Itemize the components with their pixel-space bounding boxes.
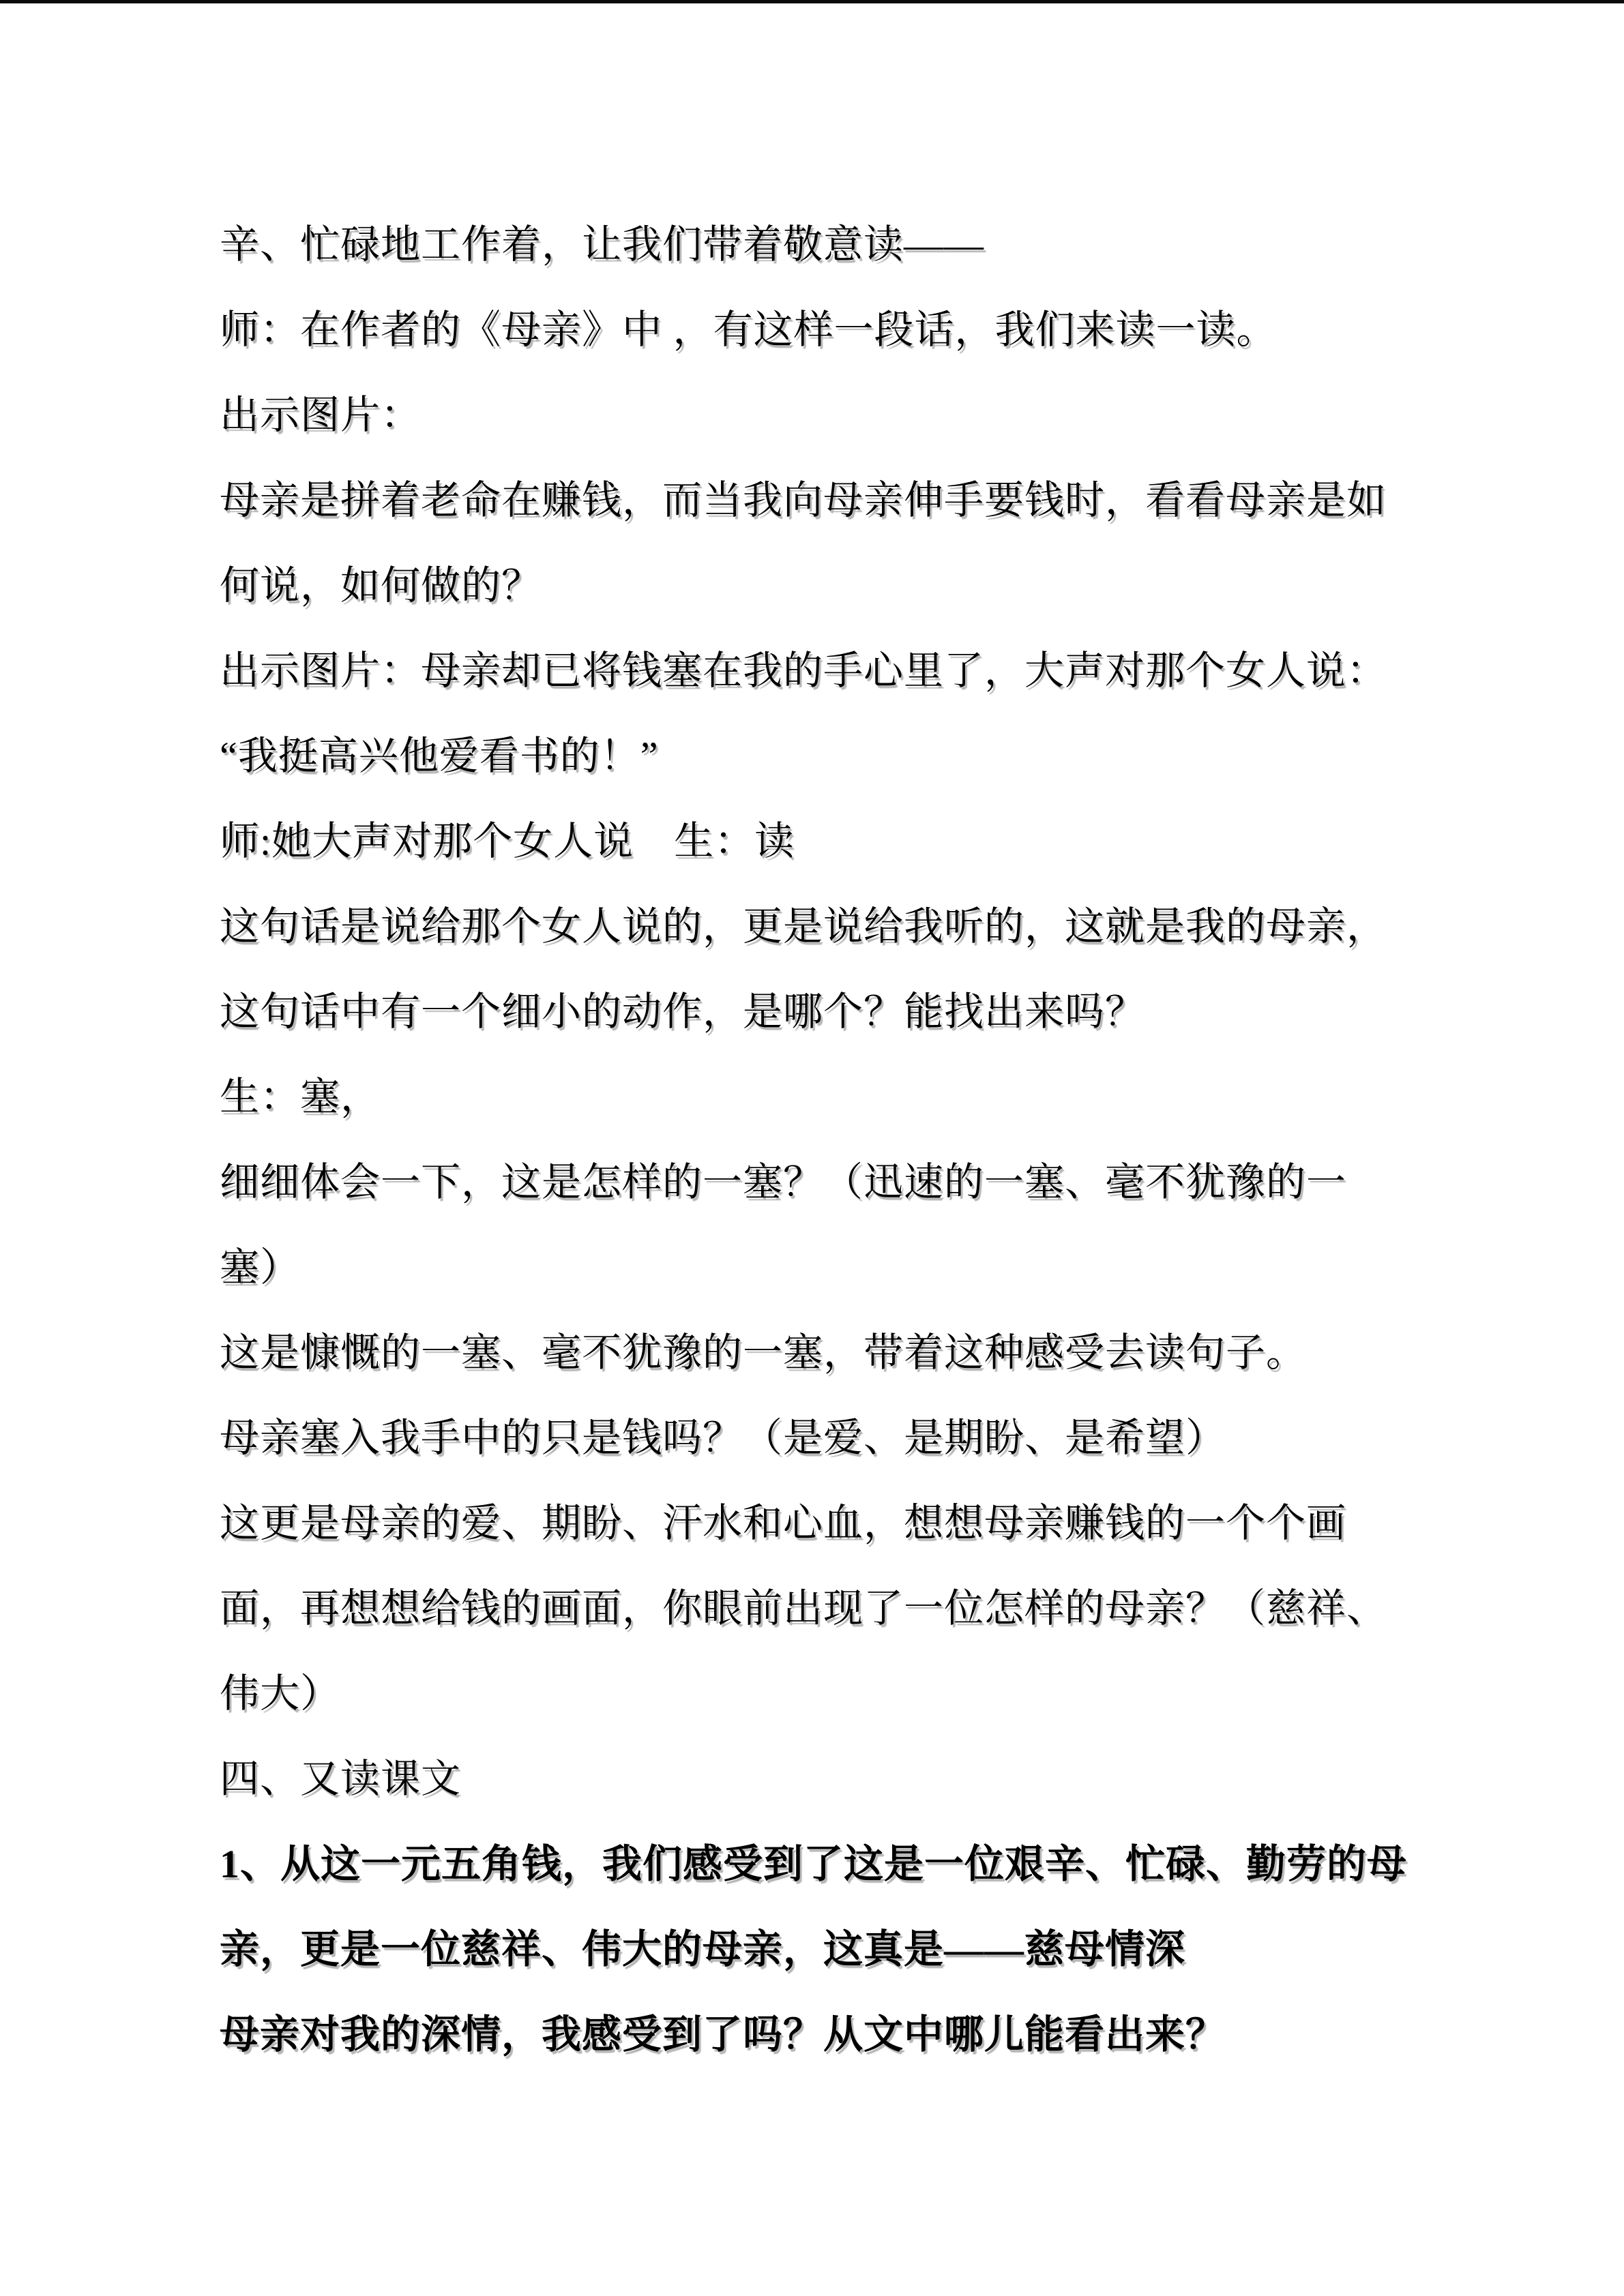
text-line: 何说，如何做的？ (220, 563, 542, 608)
text-line: 这句话是说给那个女人说的，更是说给我听的，这就是我的母亲， (220, 904, 1387, 949)
text-line: 师:她大声对那个女人说 生：读 (220, 818, 795, 863)
text-line: 生：塞， (220, 1074, 381, 1119)
text-line: 母亲是拼着老命在赚钱，而当我向母亲伸手要钱时，看看母亲是如 (220, 477, 1387, 522)
text-line: 伟大） (220, 1671, 341, 1716)
text-line: 亲，更是一位慈祥、伟大的母亲，这真是——慈母情深 (220, 1926, 1186, 1971)
text-line: 这句话中有一个细小的动作，是哪个？能找出来吗？ (220, 989, 1146, 1034)
text-line: 母亲塞入我手中的只是钱吗？（是爱、是期盼、是希望） (220, 1415, 1226, 1460)
text-line: 出示图片： (220, 392, 422, 437)
text-line: 塞） (220, 1244, 301, 1289)
text-line: 四、又读课文 (220, 1756, 462, 1801)
text-line: 细细体会一下，这是怎样的一塞？（迅速的一塞、毫不犹豫的一 (220, 1159, 1347, 1204)
text-line: 1、从这一元五角钱，我们感受到了这是一位艰辛、忙碌、勤劳的母 (220, 1841, 1408, 1886)
text-line: 这更是母亲的爱、期盼、汗水和心血，想想母亲赚钱的一个个画 (220, 1500, 1347, 1545)
text-line: “我挺高兴他爱看书的！” (220, 733, 659, 778)
text-line: 这是慷慨的一塞、毫不犹豫的一塞，带着这种感受去读句子。 (220, 1330, 1307, 1375)
scan-top-edge (0, 0, 1624, 3)
text-line: 出示图片：母亲却已将钱塞在我的手心里了，大声对那个女人说： (220, 648, 1387, 693)
text-line: 母亲对我的深情，我感受到了吗？从文中哪儿能看出来？ (220, 2012, 1226, 2057)
text-line: 面，再想想给钱的画面，你眼前出现了一位怎样的母亲？（慈祥、 (220, 1585, 1387, 1630)
document-text (220, 198, 1420, 2073)
text-line: 师：在作者的《母亲》中 ，有这样一段话，我们来读一读。 (220, 307, 1277, 352)
text-line: 辛、忙碌地工作着，让我们带着敬意读—— (220, 222, 985, 267)
